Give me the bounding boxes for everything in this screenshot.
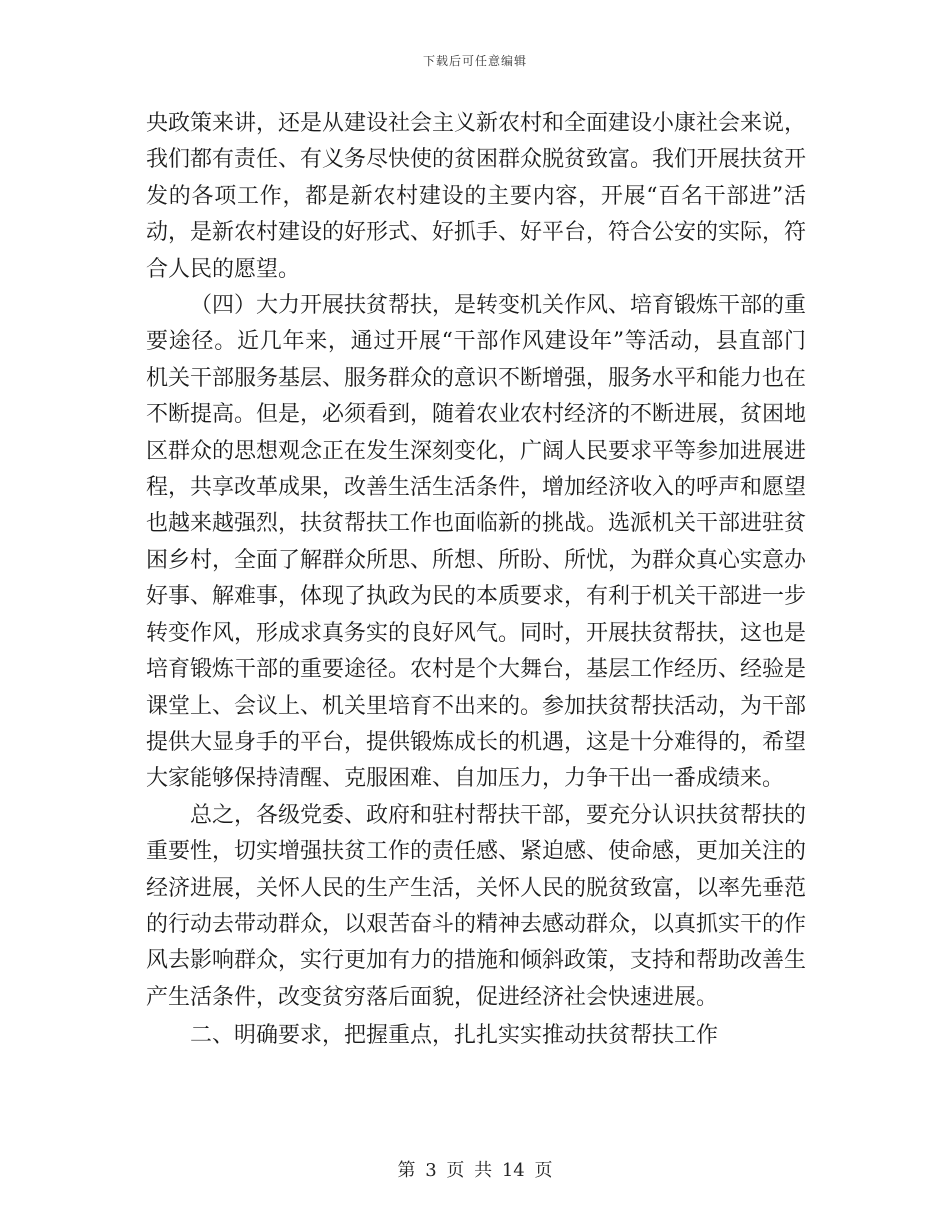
paragraph-section-four: （四）大力开展扶贫帮扶，是转变机关作风、培育锻炼干部的重要途径。近几年来，通过开展“干部作风建设年”等活动，县直部门机关干部服务基层、服务群众的意识不断增强，服务水平和能力也在不断提高。但是，必须看到，随着农业农村经济的不断进展，贫困地区群众的思想观念正在发生深刻变化，广阔人民要求平等参加进展进程，共享改革成果，改善生活生活条件，增加经济收入的呼声和愿望也越来越强烈，扶贫帮扶工作也面临新的挑战。选派机关干部进驻贫困乡村，全面了解群众所思、所想、所盼、所忧，为群众真心实意办好事、解难事，体现了执政为民的本质要求，有利于机关干部进一步转变作风，形成求真务实的良好风气。同时，开展扶贫帮扶，这也是培育锻炼干部的重要途径。农村是个大舞台，基层工作经历、经验是课堂上、会议上、机关里培育不出来的。参加扶贫帮扶活动，为干部提供大显身手的平台，提供锻炼成长的机遇，这是十分难得的，希望大家能够保持清醒、克服困难、自加压力，力争干出一番成绩来。 bbox=[146, 293, 807, 792]
page-header: 下载后可任意编辑 bbox=[422, 54, 527, 68]
section-heading: 二、明确要求，把握重点，扎扎实实推动扶贫帮扶工作 bbox=[190, 1023, 719, 1049]
paragraph-continuation: 央政策来讲，还是从建设社会主义新农村和全面建设小康社会来说，我们都有责任、有义务尽快使的贫困群众脱贫致富。我们开展扶贫开发的各项工作，都是新农村建设的主要内容，开展“百名干部进”活动，是新农村建设的好形式、好抓手、好平台，符合公安的实际，符合人民的愿望。 bbox=[146, 111, 807, 282]
page-number: 第 3 页 共 14 页 bbox=[397, 1160, 553, 1181]
paragraph-summary: 总之，各级党委、政府和驻村帮扶干部，要充分认识扶贫帮扶的重要性，切实增强扶贫工作的责任感、紧迫感、使命感，更加关注的经济进展，关怀人民的生产生活，关怀人民的脱贫致富，以率先垂范的行动去带动群众，以艰苦奋斗的精神去感动群众，以真抓实干的作风去影响群众，实行更加有力的措施和倾斜政策，支持和帮助改善生产生活条件，改变贫穷落后面貌，促进经济社会快速进展。 bbox=[146, 802, 807, 1010]
document-body bbox=[146, 106, 806, 1055]
